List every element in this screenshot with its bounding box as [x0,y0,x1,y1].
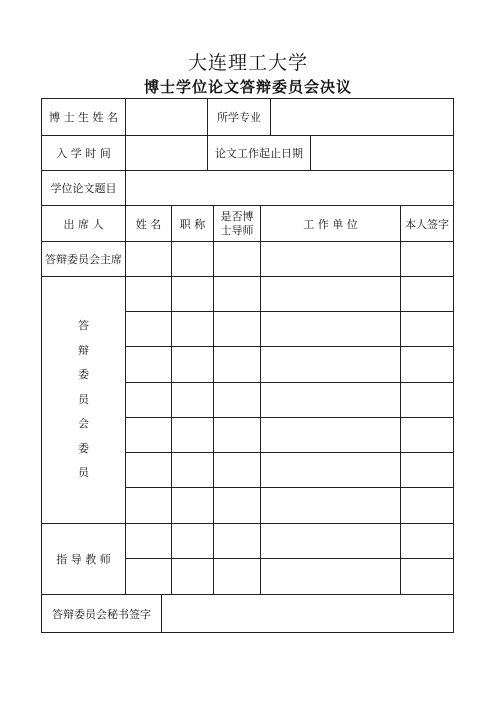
secretary-signature-field[interactable] [162,595,453,632]
enroll-time-field[interactable] [126,136,207,170]
committee-char: 答 [78,319,89,333]
form-title: 博士学位论文答辩委员会决议 [143,78,352,96]
work-unit-header: 工 作 单 位 [303,217,358,231]
doctoral-supervisor-header [214,206,260,241]
committee-char: 员 [78,466,89,480]
attendee-header: 出 席 人 [63,217,104,231]
major-label: 所学专业 [217,111,261,124]
signature-header: 本人签字 [405,217,449,231]
thesis-title-label: 学位论文题目 [50,182,117,195]
advisor-label: 指 导 教 师 [56,553,111,566]
thesis-dates-label: 论文工作起止日期 [215,147,303,160]
thesis-title-field[interactable] [126,171,453,205]
doctoral-supervisor-line1: 是否博 [220,209,254,223]
committee-char: 辩 [78,343,89,357]
major-field[interactable] [271,99,453,135]
committee-char: 委 [78,441,89,455]
chair-label: 答辩委员会主席 [45,253,122,266]
university-title: 大连理工大学 [187,52,308,74]
committee-char: 委 [78,368,89,382]
committee-char: 会 [78,417,89,431]
secretary-signature-label: 答辩委员会秘书签字 [52,607,151,621]
student-name-field[interactable] [126,99,207,135]
enroll-time-label: 入 学 时 间 [56,147,111,160]
committee-members-label [42,277,125,523]
doctoral-supervisor-line2: 士导师 [220,223,254,237]
thesis-dates-field[interactable] [311,136,453,170]
name-header: 姓 名 [135,217,162,231]
student-name-label: 博 士 生 姓 名 [49,111,118,124]
title-header: 职 称 [179,217,206,231]
committee-char: 员 [78,392,89,406]
